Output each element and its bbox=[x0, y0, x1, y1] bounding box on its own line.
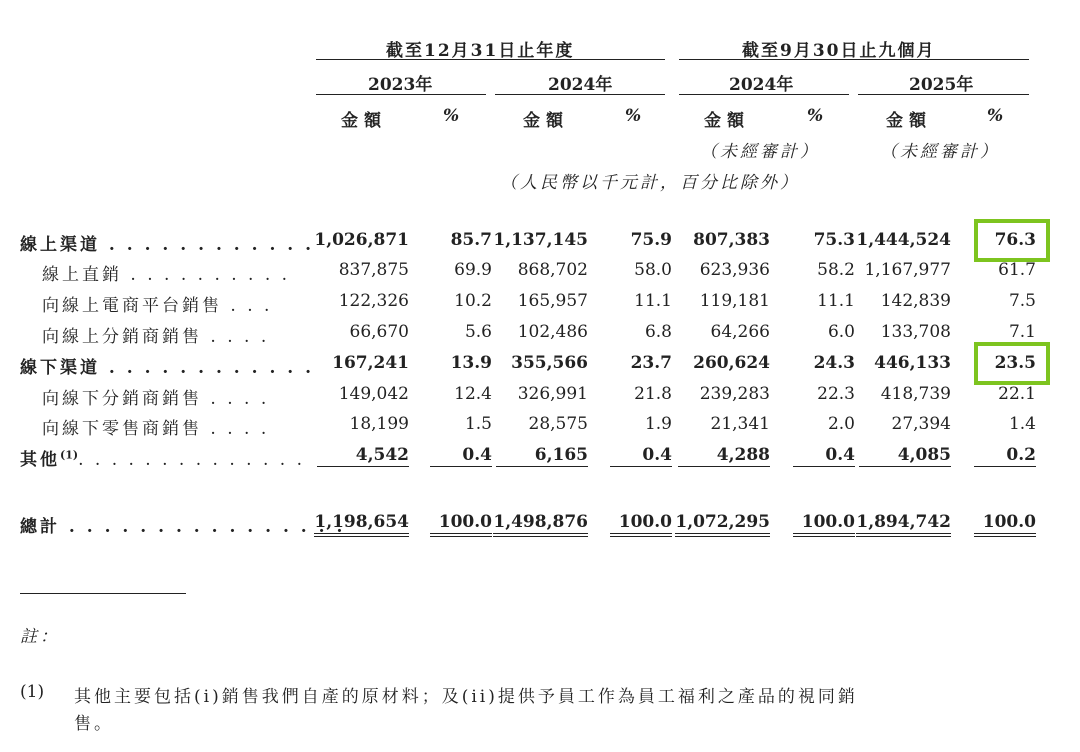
highlight-box-online-pct bbox=[974, 219, 1050, 262]
table-cell bbox=[309, 260, 409, 280]
table-cell bbox=[309, 230, 409, 250]
cell-value: 69.9 bbox=[454, 260, 492, 280]
row-label-text: 其他 bbox=[20, 450, 60, 470]
cell-value: 28,575 bbox=[528, 414, 588, 434]
table-cell bbox=[851, 353, 951, 373]
total-value: 100.0 bbox=[430, 512, 492, 537]
cell-value: 167,241 bbox=[332, 353, 409, 373]
cell-value: 2.0 bbox=[827, 414, 855, 434]
table-cell bbox=[610, 230, 672, 250]
highlight-box-offline-pct bbox=[974, 342, 1050, 385]
col-amount-2024-annual: 金額 bbox=[523, 111, 569, 131]
year-rule-2025-nine bbox=[858, 94, 1029, 95]
cell-value: 7.1 bbox=[1008, 322, 1036, 342]
cell-value: 1.9 bbox=[644, 414, 672, 434]
cell-value: 1,167,977 bbox=[864, 260, 951, 280]
cell-value: 58.2 bbox=[817, 260, 855, 280]
table-cell bbox=[851, 230, 951, 250]
cell-value: 11.1 bbox=[634, 291, 672, 311]
total-value: 100.0 bbox=[793, 512, 855, 537]
year-rule-2024-annual bbox=[495, 94, 665, 95]
cell-value: 133,708 bbox=[880, 322, 951, 342]
table-cell bbox=[610, 384, 672, 404]
table-cell bbox=[670, 322, 770, 342]
table-cell bbox=[430, 230, 492, 250]
footnote-marker-1: (1) bbox=[20, 682, 45, 702]
footnote-1-line-2: 售。 bbox=[74, 714, 114, 734]
table-cell bbox=[793, 260, 855, 280]
cell-value: 260,624 bbox=[693, 353, 770, 373]
table-cell bbox=[851, 291, 951, 311]
cell-value: 13.9 bbox=[450, 353, 492, 373]
table-cell bbox=[610, 291, 672, 311]
table-cell bbox=[851, 384, 951, 404]
cell-value: 6.8 bbox=[644, 322, 672, 342]
cell-value: 6,165 bbox=[496, 445, 588, 467]
row-label: 線下渠道 . . . . . . . . . . . . bbox=[20, 358, 315, 378]
table-cell bbox=[793, 445, 855, 467]
row-label: 向線下分銷商銷售 . . . . bbox=[42, 389, 270, 409]
year-header-2024-nine: 2024年 bbox=[729, 75, 794, 95]
table-cell bbox=[430, 322, 492, 342]
total-value: 100.0 bbox=[610, 512, 672, 537]
cell-value: 76.3 bbox=[994, 230, 1036, 250]
table-cell bbox=[309, 353, 409, 373]
cell-value: 22.3 bbox=[817, 384, 855, 404]
unaudited-note-2025: （未經審計） bbox=[880, 142, 1000, 162]
table-cell bbox=[974, 291, 1036, 311]
total-cell bbox=[488, 512, 588, 537]
table-cell bbox=[670, 384, 770, 404]
total-value: 1,072,295 bbox=[675, 512, 770, 537]
col-pct-2024-nine: % bbox=[807, 106, 830, 126]
cell-value: 119,181 bbox=[699, 291, 770, 311]
year-rule-2024-nine bbox=[679, 94, 849, 95]
total-cell bbox=[610, 512, 672, 537]
cell-value: 623,936 bbox=[699, 260, 770, 280]
table-cell bbox=[430, 384, 492, 404]
col-pct-2023: % bbox=[443, 106, 466, 126]
table-cell bbox=[974, 414, 1036, 434]
table-cell bbox=[670, 414, 770, 434]
cell-value: 4,085 bbox=[859, 445, 951, 467]
cell-value: 24.3 bbox=[813, 353, 855, 373]
total-value: 1,498,876 bbox=[493, 512, 588, 537]
cell-value: 1.4 bbox=[1008, 414, 1036, 434]
cell-value: 418,739 bbox=[880, 384, 951, 404]
table-cell bbox=[670, 260, 770, 280]
col-amount-2024-nine: 金額 bbox=[704, 111, 750, 131]
total-cell bbox=[430, 512, 492, 537]
table-cell bbox=[430, 445, 492, 467]
table-cell bbox=[974, 260, 1036, 280]
cell-value: 10.2 bbox=[454, 291, 492, 311]
cell-value: 23.7 bbox=[630, 353, 672, 373]
period-header-nine-months: 截至9月30日止九個月 bbox=[742, 41, 936, 61]
cell-value: 23.5 bbox=[994, 353, 1036, 373]
cell-value: 0.4 bbox=[793, 445, 855, 467]
cell-value: 22.1 bbox=[998, 384, 1036, 404]
table-cell bbox=[309, 445, 409, 467]
cell-value: 355,566 bbox=[511, 353, 588, 373]
table-cell bbox=[793, 230, 855, 250]
table-cell bbox=[430, 260, 492, 280]
table-cell bbox=[670, 353, 770, 373]
col-pct-2024-annual: % bbox=[625, 106, 648, 126]
period-header-nine-months-rule bbox=[679, 59, 1029, 60]
year-header-2024-annual: 2024年 bbox=[548, 75, 613, 95]
cell-value: 85.7 bbox=[450, 230, 492, 250]
cell-value: 446,133 bbox=[874, 353, 951, 373]
cell-value: 61.7 bbox=[998, 260, 1036, 280]
year-header-2023: 2023年 bbox=[368, 75, 433, 95]
total-label: 總計 . . . . . . . . . . . . . . . . bbox=[20, 517, 346, 537]
total-cell bbox=[974, 512, 1036, 537]
table-cell bbox=[488, 322, 588, 342]
cell-value: 27,394 bbox=[891, 414, 951, 434]
row-label: 線上直銷 . . . . . . . . . . bbox=[42, 265, 291, 285]
period-header-annual-rule bbox=[316, 59, 665, 60]
row-label bbox=[20, 445, 305, 470]
table-cell bbox=[309, 322, 409, 342]
table-cell bbox=[309, 414, 409, 434]
total-value: 1,894,742 bbox=[856, 512, 951, 537]
total-cell bbox=[670, 512, 770, 537]
cell-value: 4,542 bbox=[317, 445, 409, 467]
cell-value: 868,702 bbox=[517, 260, 588, 280]
total-cell bbox=[793, 512, 855, 537]
leader-dots: . . . . . . . . . . . . . . bbox=[78, 450, 305, 470]
cell-value: 122,326 bbox=[338, 291, 409, 311]
cell-value: 75.9 bbox=[630, 230, 672, 250]
year-rule-2023 bbox=[316, 94, 486, 95]
total-cell bbox=[309, 512, 409, 537]
cell-value: 58.0 bbox=[634, 260, 672, 280]
table-cell bbox=[793, 322, 855, 342]
cell-value: 66,670 bbox=[349, 322, 409, 342]
row-label: 線上渠道 . . . . . . . . . . . . bbox=[20, 235, 315, 255]
cell-value: 1.5 bbox=[464, 414, 492, 434]
cell-value: 6.0 bbox=[827, 322, 855, 342]
table-cell bbox=[851, 414, 951, 434]
cell-value: 807,383 bbox=[693, 230, 770, 250]
table-cell bbox=[430, 414, 492, 434]
cell-value: 239,283 bbox=[699, 384, 770, 404]
table-cell bbox=[488, 230, 588, 250]
footnote-1-line-1: 其他主要包括(i)銷售我們自產的原材料；及(ii)提供予員工作為員工福利之產品的視同銷 bbox=[74, 687, 858, 707]
cell-value: 102,486 bbox=[517, 322, 588, 342]
table-cell bbox=[610, 445, 672, 467]
cell-value: 1,026,871 bbox=[314, 230, 409, 250]
cell-value: 837,875 bbox=[338, 260, 409, 280]
cell-value: 326,991 bbox=[517, 384, 588, 404]
unaudited-note-2024: （未經審計） bbox=[700, 142, 820, 162]
total-value: 1,198,654 bbox=[314, 512, 409, 537]
cell-value: 64,266 bbox=[710, 322, 770, 342]
table-cell bbox=[610, 260, 672, 280]
row-label: 向線下零售商銷售 . . . . bbox=[42, 419, 270, 439]
table-cell bbox=[610, 322, 672, 342]
col-pct-2025-nine: % bbox=[987, 106, 1010, 126]
cell-value: 149,042 bbox=[338, 384, 409, 404]
table-cell bbox=[488, 291, 588, 311]
cell-value: 11.1 bbox=[817, 291, 855, 311]
cell-value: 165,957 bbox=[517, 291, 588, 311]
table-cell bbox=[851, 445, 951, 467]
cell-value: 0.4 bbox=[430, 445, 492, 467]
table-cell bbox=[793, 384, 855, 404]
table-cell bbox=[974, 384, 1036, 404]
notes-heading: 註： bbox=[20, 627, 60, 647]
row-label: 向線上電商平台銷售 . . . bbox=[42, 296, 273, 316]
cell-value: 0.2 bbox=[974, 445, 1036, 467]
cell-value: 7.5 bbox=[1008, 291, 1036, 311]
table-cell bbox=[793, 353, 855, 373]
col-amount-2025-nine: 金額 bbox=[886, 111, 932, 131]
cell-value: 0.4 bbox=[610, 445, 672, 467]
total-cell bbox=[851, 512, 951, 537]
table-cell bbox=[309, 291, 409, 311]
cell-value: 5.6 bbox=[464, 322, 492, 342]
table-cell bbox=[851, 260, 951, 280]
year-header-2025-nine: 2025年 bbox=[909, 75, 974, 95]
cell-value: 75.3 bbox=[813, 230, 855, 250]
table-cell bbox=[488, 414, 588, 434]
cell-value: 1,444,524 bbox=[856, 230, 951, 250]
cell-value: 21,341 bbox=[710, 414, 770, 434]
table-cell bbox=[670, 230, 770, 250]
table-cell bbox=[670, 445, 770, 467]
table-cell bbox=[488, 445, 588, 467]
period-header-annual: 截至12月31日止年度 bbox=[386, 41, 575, 61]
table-cell bbox=[670, 291, 770, 311]
table-cell bbox=[793, 414, 855, 434]
table-cell bbox=[851, 322, 951, 342]
currency-note: （人民幣以千元計，百分比除外） bbox=[500, 173, 800, 193]
cell-value: 142,839 bbox=[880, 291, 951, 311]
cell-value: 12.4 bbox=[454, 384, 492, 404]
table-cell bbox=[488, 260, 588, 280]
table-cell bbox=[793, 291, 855, 311]
table-cell bbox=[974, 445, 1036, 467]
table-cell bbox=[610, 353, 672, 373]
row-label: 向線上分銷商銷售 . . . . bbox=[42, 327, 270, 347]
table-cell bbox=[488, 384, 588, 404]
col-amount-2023: 金額 bbox=[341, 111, 387, 131]
table-cell bbox=[488, 353, 588, 373]
footnote-ref: (1) bbox=[60, 448, 79, 462]
table-cell bbox=[610, 414, 672, 434]
cell-value: 21.8 bbox=[634, 384, 672, 404]
cell-value: 4,288 bbox=[678, 445, 770, 467]
table-cell bbox=[430, 353, 492, 373]
total-value: 100.0 bbox=[974, 512, 1036, 537]
cell-value: 18,199 bbox=[349, 414, 409, 434]
table-cell bbox=[974, 322, 1036, 342]
table-cell bbox=[309, 384, 409, 404]
footnote-separator bbox=[20, 593, 186, 594]
table-cell bbox=[430, 291, 492, 311]
cell-value: 1,137,145 bbox=[493, 230, 588, 250]
